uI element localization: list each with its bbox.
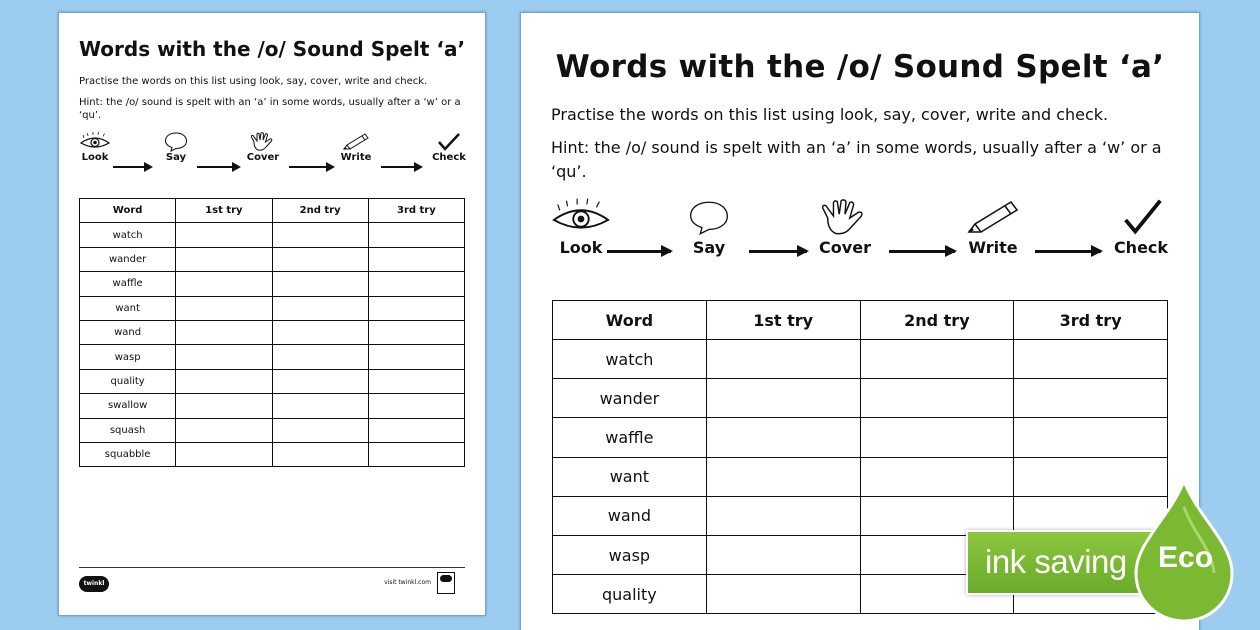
try-cell [368, 369, 464, 393]
try-cell [860, 418, 1014, 457]
try-cell [860, 457, 1014, 496]
arrow-icon [1035, 250, 1101, 253]
try-cell [368, 442, 464, 466]
table-row [553, 340, 1168, 379]
try-cell [1014, 379, 1168, 418]
arrow-icon [749, 250, 807, 253]
column-header-2nd-try: 2nd try [272, 199, 368, 223]
column-header-1st-try: 1st try [706, 301, 860, 340]
spelling-practice-table [79, 198, 465, 467]
pencil-icon [342, 132, 370, 152]
arrow-icon [607, 250, 671, 253]
try-cell [706, 418, 860, 457]
try-cell [860, 379, 1014, 418]
word-cell: waffle [80, 272, 176, 296]
word-cell: swallow [80, 394, 176, 418]
worksheet-title: Words with the /o/ Sound Spelt ‘a’ [78, 37, 466, 61]
column-header-3rd-try: 3rd try [1014, 301, 1168, 340]
hint-text: Hint: the /o/ sound is spelt with an ‘a’ in some words, usually after a ‘w’ or a ‘qu’. [79, 97, 461, 121]
arrow-icon [197, 166, 239, 168]
word-cell: wander [553, 379, 707, 418]
try-cell [272, 442, 368, 466]
step-label: Look [81, 152, 109, 163]
table-row [80, 320, 465, 344]
try-cell [1014, 418, 1168, 457]
try-cell [272, 369, 368, 393]
word-cell: want [553, 457, 707, 496]
ink-saving-label: ink saving [985, 543, 1127, 580]
column-header-1st-try: 1st try [176, 199, 272, 223]
instruction-text: Practise the words on this list using look, say, cover, write and check. [79, 76, 428, 87]
table-row [80, 296, 465, 320]
hint-text: Hint: the /o/ sound is spelt with an ‘a’ in some words, usually after a ‘w’ or a ‘qu’. [551, 138, 1162, 181]
word-cell: squash [80, 418, 176, 442]
step-say [161, 132, 191, 163]
hand-icon [820, 198, 870, 238]
try-cell [272, 394, 368, 418]
step-label: Say [165, 152, 187, 163]
eco-label: Eco [1158, 541, 1214, 574]
column-header-3rd-try: 3rd try [368, 199, 464, 223]
step-write [963, 198, 1023, 257]
step-cover [245, 132, 281, 163]
table-header-row [80, 199, 465, 223]
word-cell: want [80, 296, 176, 320]
step-look [79, 132, 111, 163]
arrow-icon [381, 166, 421, 168]
checkmark-icon [436, 132, 462, 152]
look-say-cover-write-check-steps [551, 198, 1169, 284]
word-cell: quality [80, 369, 176, 393]
arrow-icon [289, 166, 333, 168]
table-row [80, 223, 465, 247]
step-label: Cover [246, 152, 280, 163]
try-cell [176, 296, 272, 320]
table-row [80, 272, 465, 296]
try-cell [176, 223, 272, 247]
step-label: Write [340, 152, 372, 163]
step-label: Cover [819, 238, 871, 257]
try-cell [272, 296, 368, 320]
step-write [339, 132, 373, 163]
try-cell [176, 345, 272, 369]
try-cell [706, 457, 860, 496]
pencil-icon [965, 198, 1021, 238]
column-header-word: Word [80, 199, 176, 223]
table-row [80, 247, 465, 271]
arrow-icon [113, 166, 151, 168]
table-row [80, 442, 465, 466]
try-cell [706, 340, 860, 379]
speech-bubble-icon [164, 132, 188, 152]
twinkl-quality-badge-icon [437, 572, 455, 594]
table-row [553, 379, 1168, 418]
step-label: Say [692, 238, 726, 257]
try-cell [368, 247, 464, 271]
instruction-text: Practise the words on this list using look, say, cover, write and check. [551, 105, 1109, 124]
try-cell [176, 320, 272, 344]
hand-icon [250, 132, 276, 152]
try-cell [272, 320, 368, 344]
try-cell [368, 345, 464, 369]
worksheet-preview-small[interactable] [58, 12, 486, 616]
step-cover [817, 198, 873, 257]
table-row [553, 457, 1168, 496]
try-cell [368, 320, 464, 344]
step-label: Check [432, 152, 466, 163]
try-cell [272, 272, 368, 296]
arrow-icon [889, 250, 955, 253]
try-cell [706, 496, 860, 535]
word-cell: wasp [80, 345, 176, 369]
try-cell [176, 394, 272, 418]
try-cell [176, 272, 272, 296]
step-label: Check [1113, 238, 1169, 257]
try-cell [368, 418, 464, 442]
try-cell [706, 379, 860, 418]
try-cell [368, 223, 464, 247]
try-cell [176, 369, 272, 393]
twinkl-logo: twinkl [79, 576, 109, 592]
try-cell [706, 535, 860, 574]
step-label: Look [559, 238, 603, 257]
table-row [80, 394, 465, 418]
try-cell [1014, 340, 1168, 379]
word-cell: wand [553, 496, 707, 535]
try-cell [272, 223, 368, 247]
word-cell: squabble [80, 442, 176, 466]
try-cell [860, 340, 1014, 379]
table-row [553, 418, 1168, 457]
column-header-word: Word [553, 301, 707, 340]
word-cell: wander [80, 247, 176, 271]
look-say-cover-write-check-steps [79, 132, 465, 184]
try-cell [176, 247, 272, 271]
step-look [551, 198, 611, 257]
step-check [1113, 198, 1169, 257]
try-cell [176, 442, 272, 466]
eye-icon [80, 132, 110, 152]
word-cell: waffle [553, 418, 707, 457]
step-check [431, 132, 467, 163]
try-cell [368, 394, 464, 418]
try-cell [368, 272, 464, 296]
word-cell: watch [80, 223, 176, 247]
column-header-2nd-try: 2nd try [860, 301, 1014, 340]
word-cell: wand [80, 320, 176, 344]
worksheet-title: Words with the /o/ Sound Spelt ‘a’ [555, 49, 1165, 85]
try-cell [272, 247, 368, 271]
try-cell [368, 296, 464, 320]
step-label: Write [968, 238, 1018, 257]
word-cell: quality [553, 575, 707, 614]
worksheet-footer [79, 567, 465, 597]
try-cell [272, 418, 368, 442]
try-cell [176, 418, 272, 442]
try-cell [272, 345, 368, 369]
word-cell: wasp [553, 535, 707, 574]
eye-icon [552, 198, 610, 238]
word-cell: watch [553, 340, 707, 379]
table-row [80, 418, 465, 442]
speech-bubble-icon [688, 198, 730, 238]
try-cell [706, 575, 860, 614]
checkmark-icon [1116, 198, 1166, 238]
step-say [687, 198, 731, 257]
table-row [80, 369, 465, 393]
table-row [80, 345, 465, 369]
table-header-row [553, 301, 1168, 340]
footer-url: visit twinkl.com [384, 579, 431, 586]
